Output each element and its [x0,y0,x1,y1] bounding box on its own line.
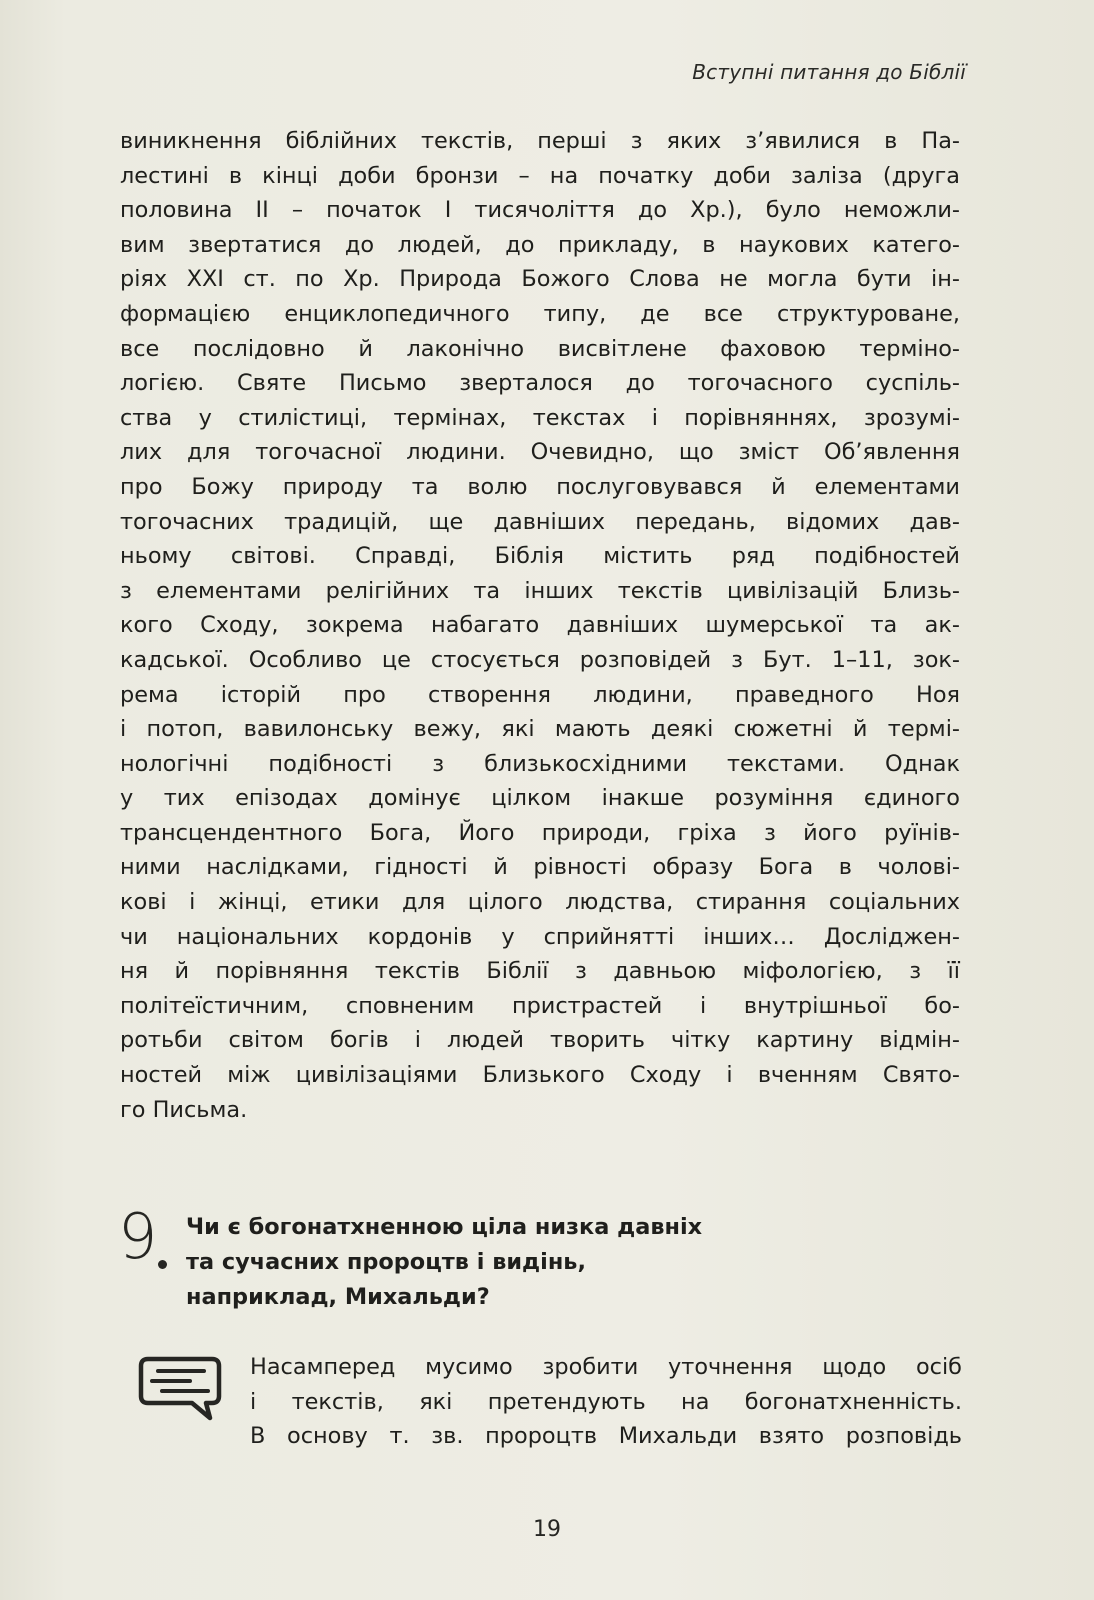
text-line: у тих епізодах домінує цілком інакше розуміння єдиного [120,785,960,812]
text-line: го Письма. [120,1096,248,1123]
text-line: політеїстичним, сповненим пристрастей і внутрішньої бо- [120,992,960,1019]
text-line: кадської. Особливо це стосується розповідей з Бут. 1–11, зок- [120,646,960,673]
question-number: 9 [118,1200,158,1273]
text-line: про Божу природу та волю послуговувався й елементами [120,473,960,500]
text-line: ньому світові. Справді, Біблія містить ряд подібностей [120,543,960,570]
text-line: ріях XXI ст. по Хр. Природа Божого Слова не могла бути ін- [120,266,960,293]
body-paragraph [120,124,960,1127]
question-line: та сучасних пророцтв і видінь, [186,1249,586,1275]
text-line: логією. Святе Письмо зверталося до тогочасного суспіль- [120,370,960,397]
text-line: ротьби світом богів і людей творить чітку картину відмін- [120,1027,960,1054]
text-line: тогочасних традицій, ще давніших передань, відомих дав- [120,508,960,535]
page-number: 19 [533,1517,561,1542]
question-line: наприклад, Михальди? [186,1284,490,1310]
question-number-dot [158,1260,167,1269]
text-line: чи національних кордонів у сприйнятті інших… Досліджен- [120,923,960,950]
text-line: кого Сходу, зокрема набагато давніших шумерської та ак- [120,612,960,639]
text-line: лих для тогочасної людини. Очевидно, що зміст Об’явлення [120,439,960,466]
text-line: нологічні подібності з близькосхідними текстами. Однак [120,750,960,777]
speech-bubble-icon [138,1356,222,1424]
text-line: В основу т. зв. пророцтв Михальди взято розповідь [250,1423,962,1450]
text-line: вим звертатися до людей, до прикладу, в наукових катего- [120,231,960,258]
text-line: ства у стилістиці, термінах, текстах і порівняннях, зрозумі- [120,404,960,431]
text-line: ностей між цивілізаціями Близького Сходу і вченням Свято- [120,1062,960,1089]
text-line: кові і жінці, етики для цілого людства, стирання соціальних [120,889,960,916]
text-line: ними наслідками, гідності й рівності образу Бога в чолові- [120,854,960,881]
text-line: з елементами релігійних та інших текстів цивілізацій Близь- [120,577,960,604]
running-header: Вступні питання до Біблії [692,60,966,84]
text-line: і текстів, які претендують на богонатхненність. [250,1388,962,1415]
text-line: рема історій про створення людини, праведного Ноя [120,681,960,708]
question-line: Чи є богонатхненною ціла низка давніх [186,1214,703,1240]
question-text [186,1210,702,1315]
text-line: ня й порівняння текстів Біблії з давньою міфологією, з її [120,958,960,985]
text-line: трансцендентного Бога, Його природи, гріха з його руїнів- [120,819,960,846]
question-heading [118,1200,978,1320]
text-line: формацією енциклопедичного типу, де все структуроване, [120,300,960,327]
text-line: Насамперед мусимо зробити уточнення щодо осіб [250,1354,962,1380]
text-line: половина II – початок I тисячоліття до Хр.), було неможли- [120,197,960,224]
answer-paragraph [250,1350,962,1454]
text-line: лестині в кінці доби бронзи – на початку доби заліза (друга [120,162,960,189]
text-line: все послідовно й лаконічно висвітлене фаховою терміно- [120,335,960,362]
text-line: і потоп, вавилонську вежу, які мають деякі сюжетні й термі- [120,716,960,743]
text-line: виникнення біблійних текстів, перші з яких з’явилися в Па- [120,128,960,154]
